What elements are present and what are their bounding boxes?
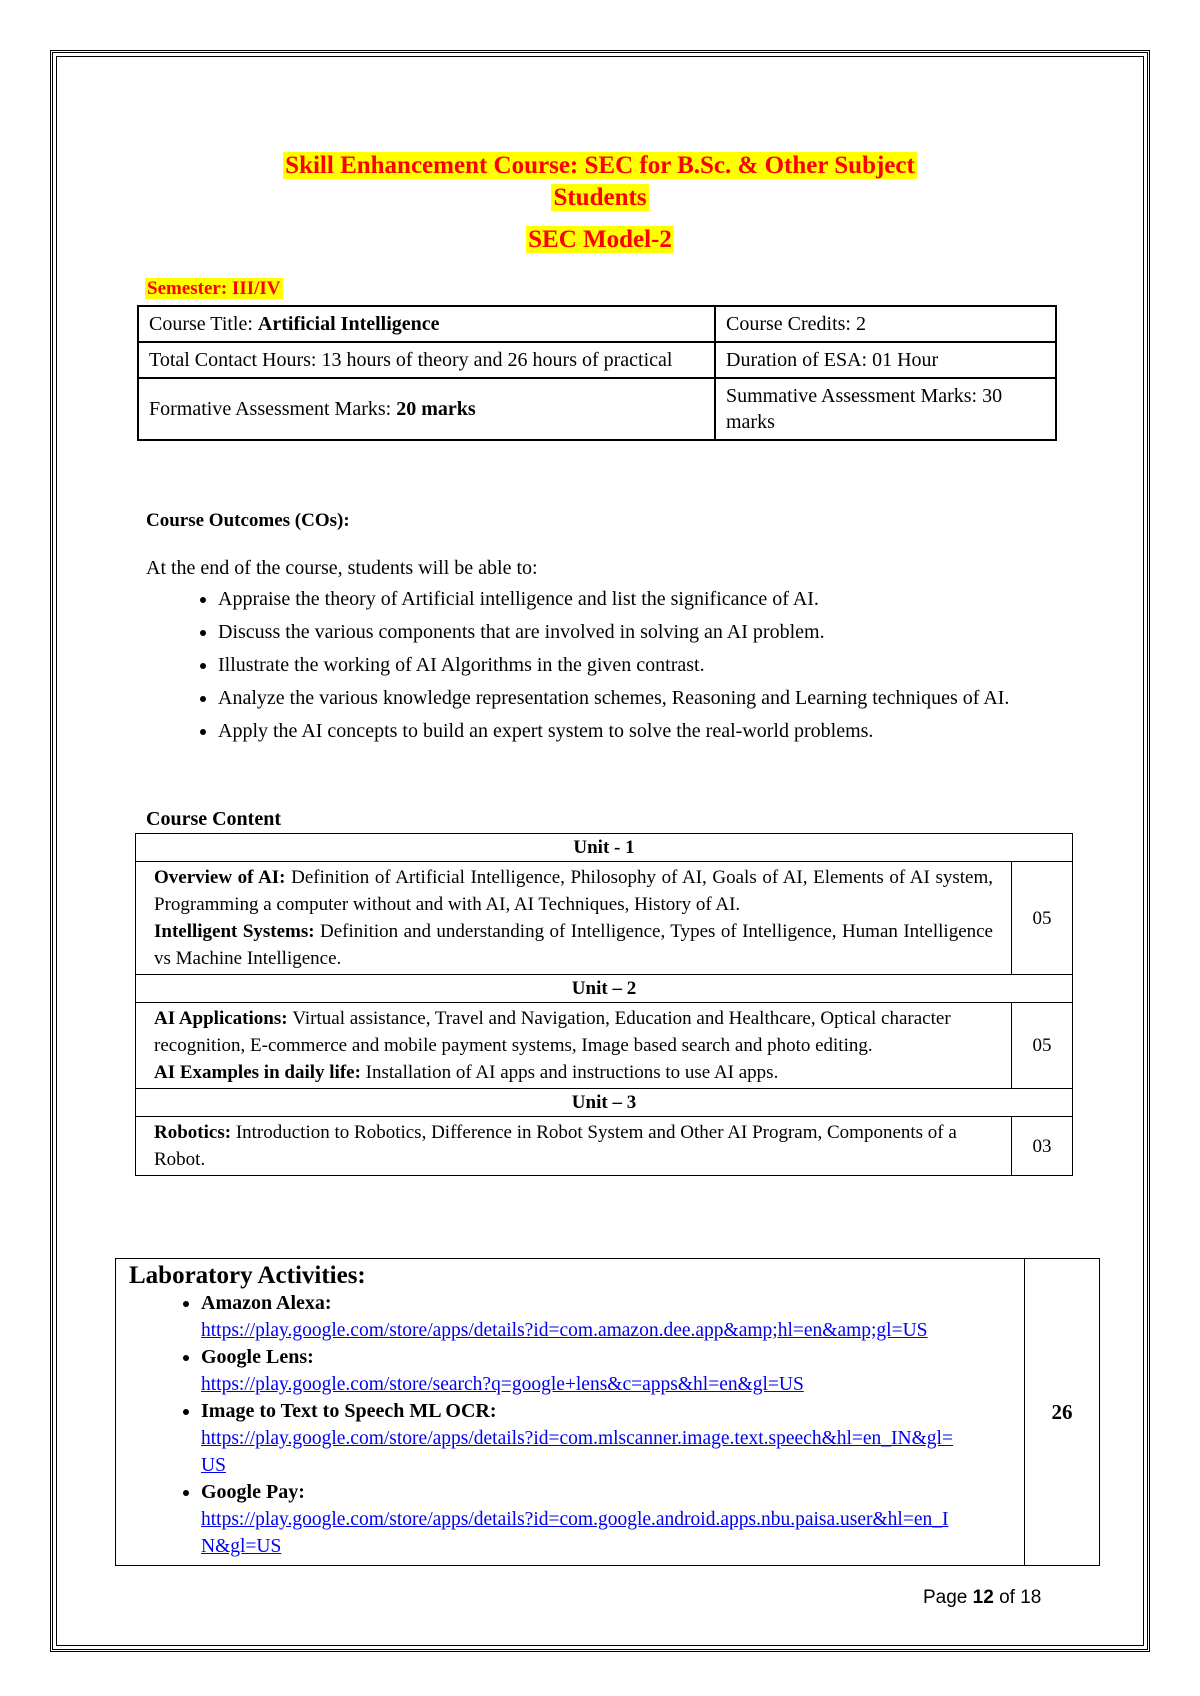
lab-app-name: Image to Text to Speech ML OCR: xyxy=(201,1400,497,1422)
list-item xyxy=(201,1290,1023,1344)
list-item: • Analyze the various knowledge representation schemes, Reasoning and Learning techniques of AI. xyxy=(218,682,1098,715)
course-outcomes-heading: Course Outcomes (COs): xyxy=(146,510,350,531)
list-item: • Illustrate the working of AI Algorithms in the given contrast. xyxy=(218,649,1098,682)
semester-label: Semester: III/IV xyxy=(147,278,281,299)
unit-title: Unit – 3 xyxy=(136,1089,1073,1117)
unit-title: Unit – 2 xyxy=(136,975,1073,1003)
lab-app-name: Google Pay: xyxy=(201,1481,305,1503)
course-heading-line2: Students xyxy=(553,184,647,211)
course-credits-cell: Course Credits: 2 xyxy=(715,306,1056,342)
formative-marks-cell: Formative Assessment Marks: 20 marks xyxy=(138,378,715,440)
course-content-table xyxy=(135,833,1073,1176)
list-item xyxy=(201,1479,1023,1560)
summative-marks-cell: Summative Assessment Marks: 30 marks xyxy=(715,378,1056,440)
lab-app-link[interactable]: https://play.google.com/store/apps/details?id=com.google.android.apps.nbu.paisa.user&hl=en_IN&gl=US xyxy=(201,1509,949,1557)
course-title-cell: Course Title: Artificial Intelligence xyxy=(138,306,715,342)
sec-model-heading: SEC Model-2 xyxy=(528,226,672,253)
laboratory-activities-table xyxy=(115,1258,1100,1566)
list-item xyxy=(201,1344,1023,1398)
unit-hours: 05 xyxy=(1012,1003,1073,1089)
list-item: • Appraise the theory of Artificial intelligence and list the significance of AI. xyxy=(218,583,1098,616)
course-heading-line1: Skill Enhancement Course: SEC for B.Sc. & Other Subject xyxy=(285,152,915,179)
course-info-table xyxy=(137,305,1057,441)
lab-app-name: Amazon Alexa: xyxy=(201,1292,332,1314)
course-content-heading: Course Content xyxy=(146,808,281,830)
lab-app-link[interactable]: https://play.google.com/store/apps/details?id=com.mlscanner.image.text.speech&hl=en_IN&gl=US xyxy=(201,1428,953,1476)
unit-description: AI Applications: Virtual assistance, Travel and Navigation, Education and Healthcare, Optical character recognition, E-commerce and mobile payment systems, Image based search and photo editing. AI Examples in daily life: Installation of AI apps and instructions to use AI apps. xyxy=(136,1003,1012,1089)
list-item: • Apply the AI concepts to build an expert system to solve the real-world problems. xyxy=(218,715,1098,748)
lab-app-link[interactable]: https://play.google.com/store/search?q=google+lens&c=apps&hl=en&gl=US xyxy=(201,1374,804,1395)
lab-app-name: Google Lens: xyxy=(201,1346,314,1368)
course-outcomes-list xyxy=(176,583,1098,748)
unit-description: Robotics: Introduction to Robotics, Difference in Robot System and Other AI Program, Components of a Robot. xyxy=(136,1117,1012,1176)
course-outcomes-intro: At the end of the course, students will be able to: xyxy=(146,557,538,579)
laboratory-activities-cell xyxy=(116,1259,1025,1566)
laboratory-activities-title: Laboratory Activities: xyxy=(129,1262,366,1289)
lab-app-link[interactable]: https://play.google.com/store/apps/details?id=com.amazon.dee.app&amp;hl=en&amp;gl=US xyxy=(201,1320,928,1341)
esa-duration-cell: Duration of ESA: 01 Hour xyxy=(715,342,1056,378)
contact-hours-cell: Total Contact Hours: 13 hours of theory and 26 hours of practical xyxy=(138,342,715,378)
unit-title: Unit - 1 xyxy=(136,834,1073,862)
lab-activity-list xyxy=(117,1290,1023,1564)
list-item: • Discuss the various components that are involved in solving an AI problem. xyxy=(218,616,1098,649)
lab-hours: 26 xyxy=(1025,1259,1100,1566)
page-number-footer: Page 12 of 18 xyxy=(923,1587,1042,1608)
list-item xyxy=(201,1398,1023,1479)
unit-hours: 05 xyxy=(1012,862,1073,975)
unit-hours: 03 xyxy=(1012,1117,1073,1176)
unit-description: Overview of AI: Definition of Artificial Intelligence, Philosophy of AI, Goals of AI, Elements of AI system, Programming a computer without and with AI, AI Techniques, History of AI. Intelligent Systems: Definition and understanding of Intelligence, Types of Intelligence, Human Intelligence vs Machine Intelligence. xyxy=(136,862,1012,975)
